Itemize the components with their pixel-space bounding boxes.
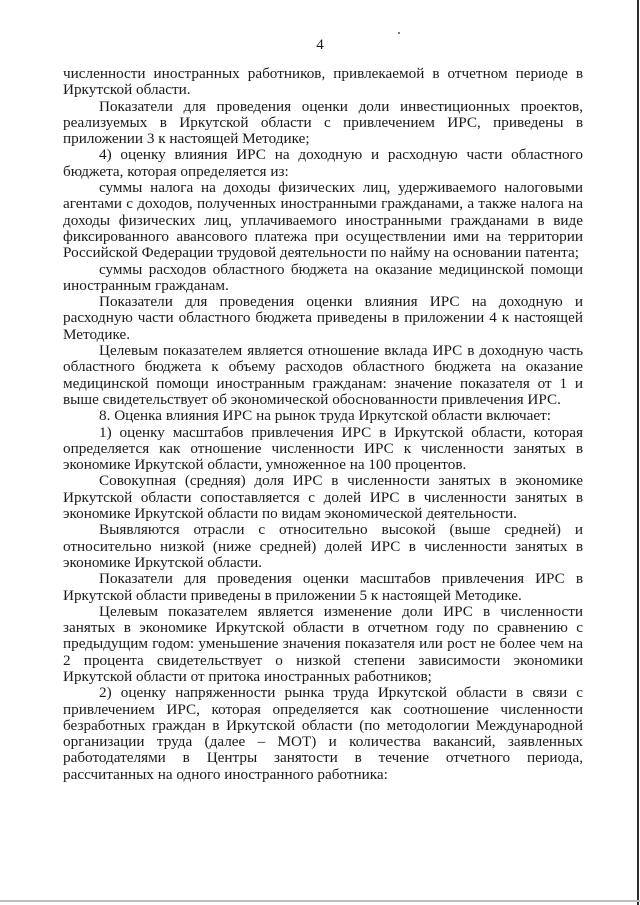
scan-bottom-edge [0, 900, 640, 902]
paragraph-13: Целевым показателем является изменение доли ИРС в численности занятых в экономике Иркутской области в отчетном году по сравнению с предыдущим годом: уменьшение значения показателя или рост не более чем на 2 процента свидетельствует о низкой степени зависимости экономики Иркутской области от притока иностранных работников; [63, 602, 583, 685]
paragraph-8: 8. Оценка влияния ИРС на рынок труда Иркутской области включает: [99, 407, 551, 425]
paragraph-5: суммы расходов областного бюджета на оказание медицинской помощи иностранным гражданам. [63, 260, 583, 294]
scan-right-edge [637, 0, 639, 905]
paragraph-1: численности иностранных работников, привлекаемой в отчетном периоде в Иркутской области. [63, 65, 583, 99]
paragraph-6: Показатели для проведения оценки влияния ИРС на доходную и расходную части областного бюджета приведены в приложении 4 к настоящей Методике. [63, 293, 583, 343]
paragraph-2: Показатели для проведения оценки доли инвестиционных проектов, реализуемых в Иркутской области с привлечением ИРС, приведены в приложении 3 к настоящей Методике; [63, 97, 583, 148]
paragraph-4: суммы налога на доходы физических лиц, удерживаемого налоговыми агентами с доходов, полученных иностранными гражданами, а также налога на доходы физических лиц, уплачиваемого иностранными гражданами в виде фиксированного авансового платежа при осуществлении ими на территории Российской Федерации трудовой деятельности по найму на основании патента; [63, 179, 583, 262]
paragraph-7: Целевым показателем является отношение вклада ИРС в доходную часть областного бюджета к объему расходов областного бюджета на оказание медицинской помощи иностранным гражданам: значение показателя от 1 и выше свидетельствует об экономической обоснованности привлечения ИРС. [63, 342, 583, 408]
paragraph-14: 2) оценку напряженности рынка труда Иркутской области в связи с привлечением ИРС, которая определяется как соотношение численности безработных граждан в Иркутской области (по методологии Международной организации труда (далее – МОТ) и количества вакансий, заявленных работодателями в Центры занятости в течение отчетного периода, рассчитанных на одного иностранного работника: [63, 684, 583, 783]
paragraph-11: Выявляются отрасли с относительно высокой (выше средней) и относительно низкой (ниже средней) долей ИРС в численности занятых в экономике Иркутской области. [63, 521, 583, 571]
paragraph-12: Показатели для проведения оценки масштабов привлечения ИРС в Иркутской области приведены в приложении 5 к настоящей Методике. [63, 570, 583, 604]
paragraph-9: 1) оценку масштабов привлечения ИРС в Иркутской области, которая определяется как отношение численности ИРС к численности занятых в экономике Иркутской области, умноженное на 100 процентов. [63, 423, 583, 474]
paragraph-3: 4) оценку влияния ИРС на доходную и расходную части областного бюджета, которая определяется из: [63, 146, 583, 180]
scan-speck [398, 32, 400, 34]
document-body [63, 66, 583, 783]
page-number: 4 [316, 37, 324, 53]
paragraph-10: Совокупная (средняя) доля ИРС в численности занятых в экономике Иркутской области сопоставляется с долей ИРС в численности занятых в экономике Иркутской области по видам экономической деятельности. [63, 472, 583, 523]
